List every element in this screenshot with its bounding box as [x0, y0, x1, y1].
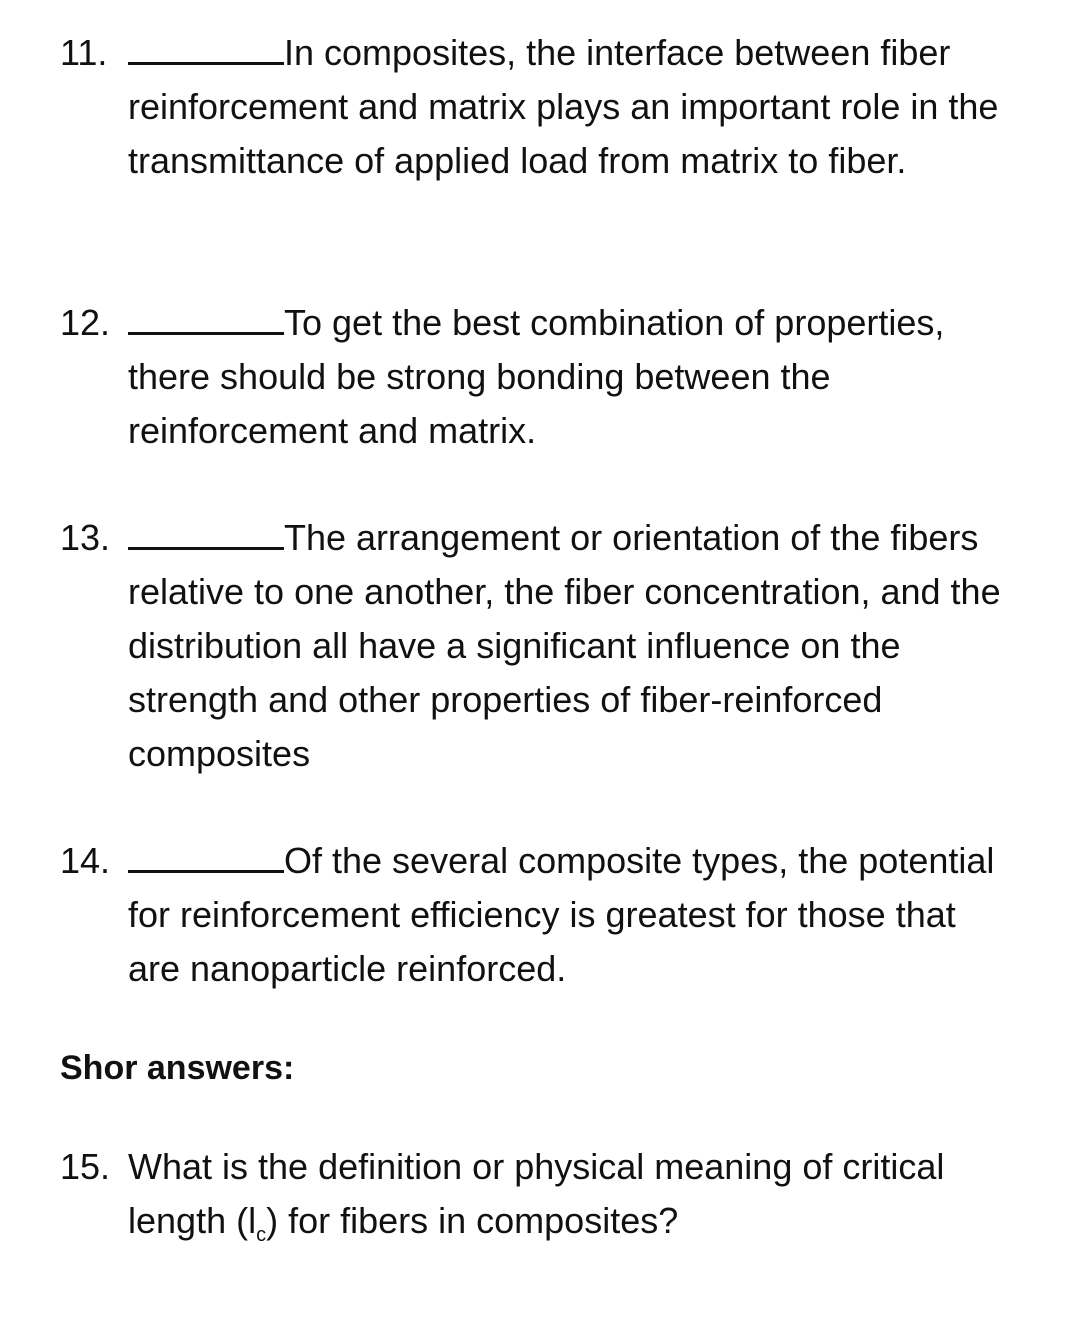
question-text-block — [128, 296, 1008, 458]
question-number: 12. — [60, 302, 111, 343]
question-text-block — [128, 26, 1008, 188]
question-number: 11. — [60, 32, 108, 73]
question-text-block — [128, 511, 1008, 781]
question-number: 15. — [60, 1146, 111, 1187]
section-heading: Shor answers: — [60, 1049, 295, 1087]
question-text-block — [128, 834, 1008, 996]
question-number: 14. — [60, 840, 111, 881]
question-text-block — [128, 1140, 1008, 1248]
question-text: What is the definition or physical meaning of critical length (l — [128, 1146, 945, 1241]
answer-blank[interactable] — [128, 302, 284, 335]
answer-blank[interactable] — [128, 517, 284, 550]
question-text-end: ) for fibers in composites? — [266, 1200, 679, 1241]
question-text: Of the several composite types, the potential for reinforcement efficiency is greatest for those that are nanoparticle reinforced. — [128, 840, 995, 989]
question-text: The arrangement or orientation of the fibers relative to one another, the fiber concentration, and the distribution all have a significant influence on the strength and other properties of fiber-reinforced composites — [128, 517, 1001, 774]
answer-blank[interactable] — [128, 32, 284, 65]
subscript-c: c — [256, 1224, 267, 1246]
question-number: 13. — [60, 517, 111, 558]
question-text: In composites, the interface between fiber reinforcement and matrix plays an important role in the transmittance of applied load from matrix to fiber. — [128, 32, 999, 181]
answer-blank[interactable] — [128, 840, 284, 873]
question-text: To get the best combination of properties, there should be strong bonding between the reinforcement and matrix. — [128, 302, 945, 451]
